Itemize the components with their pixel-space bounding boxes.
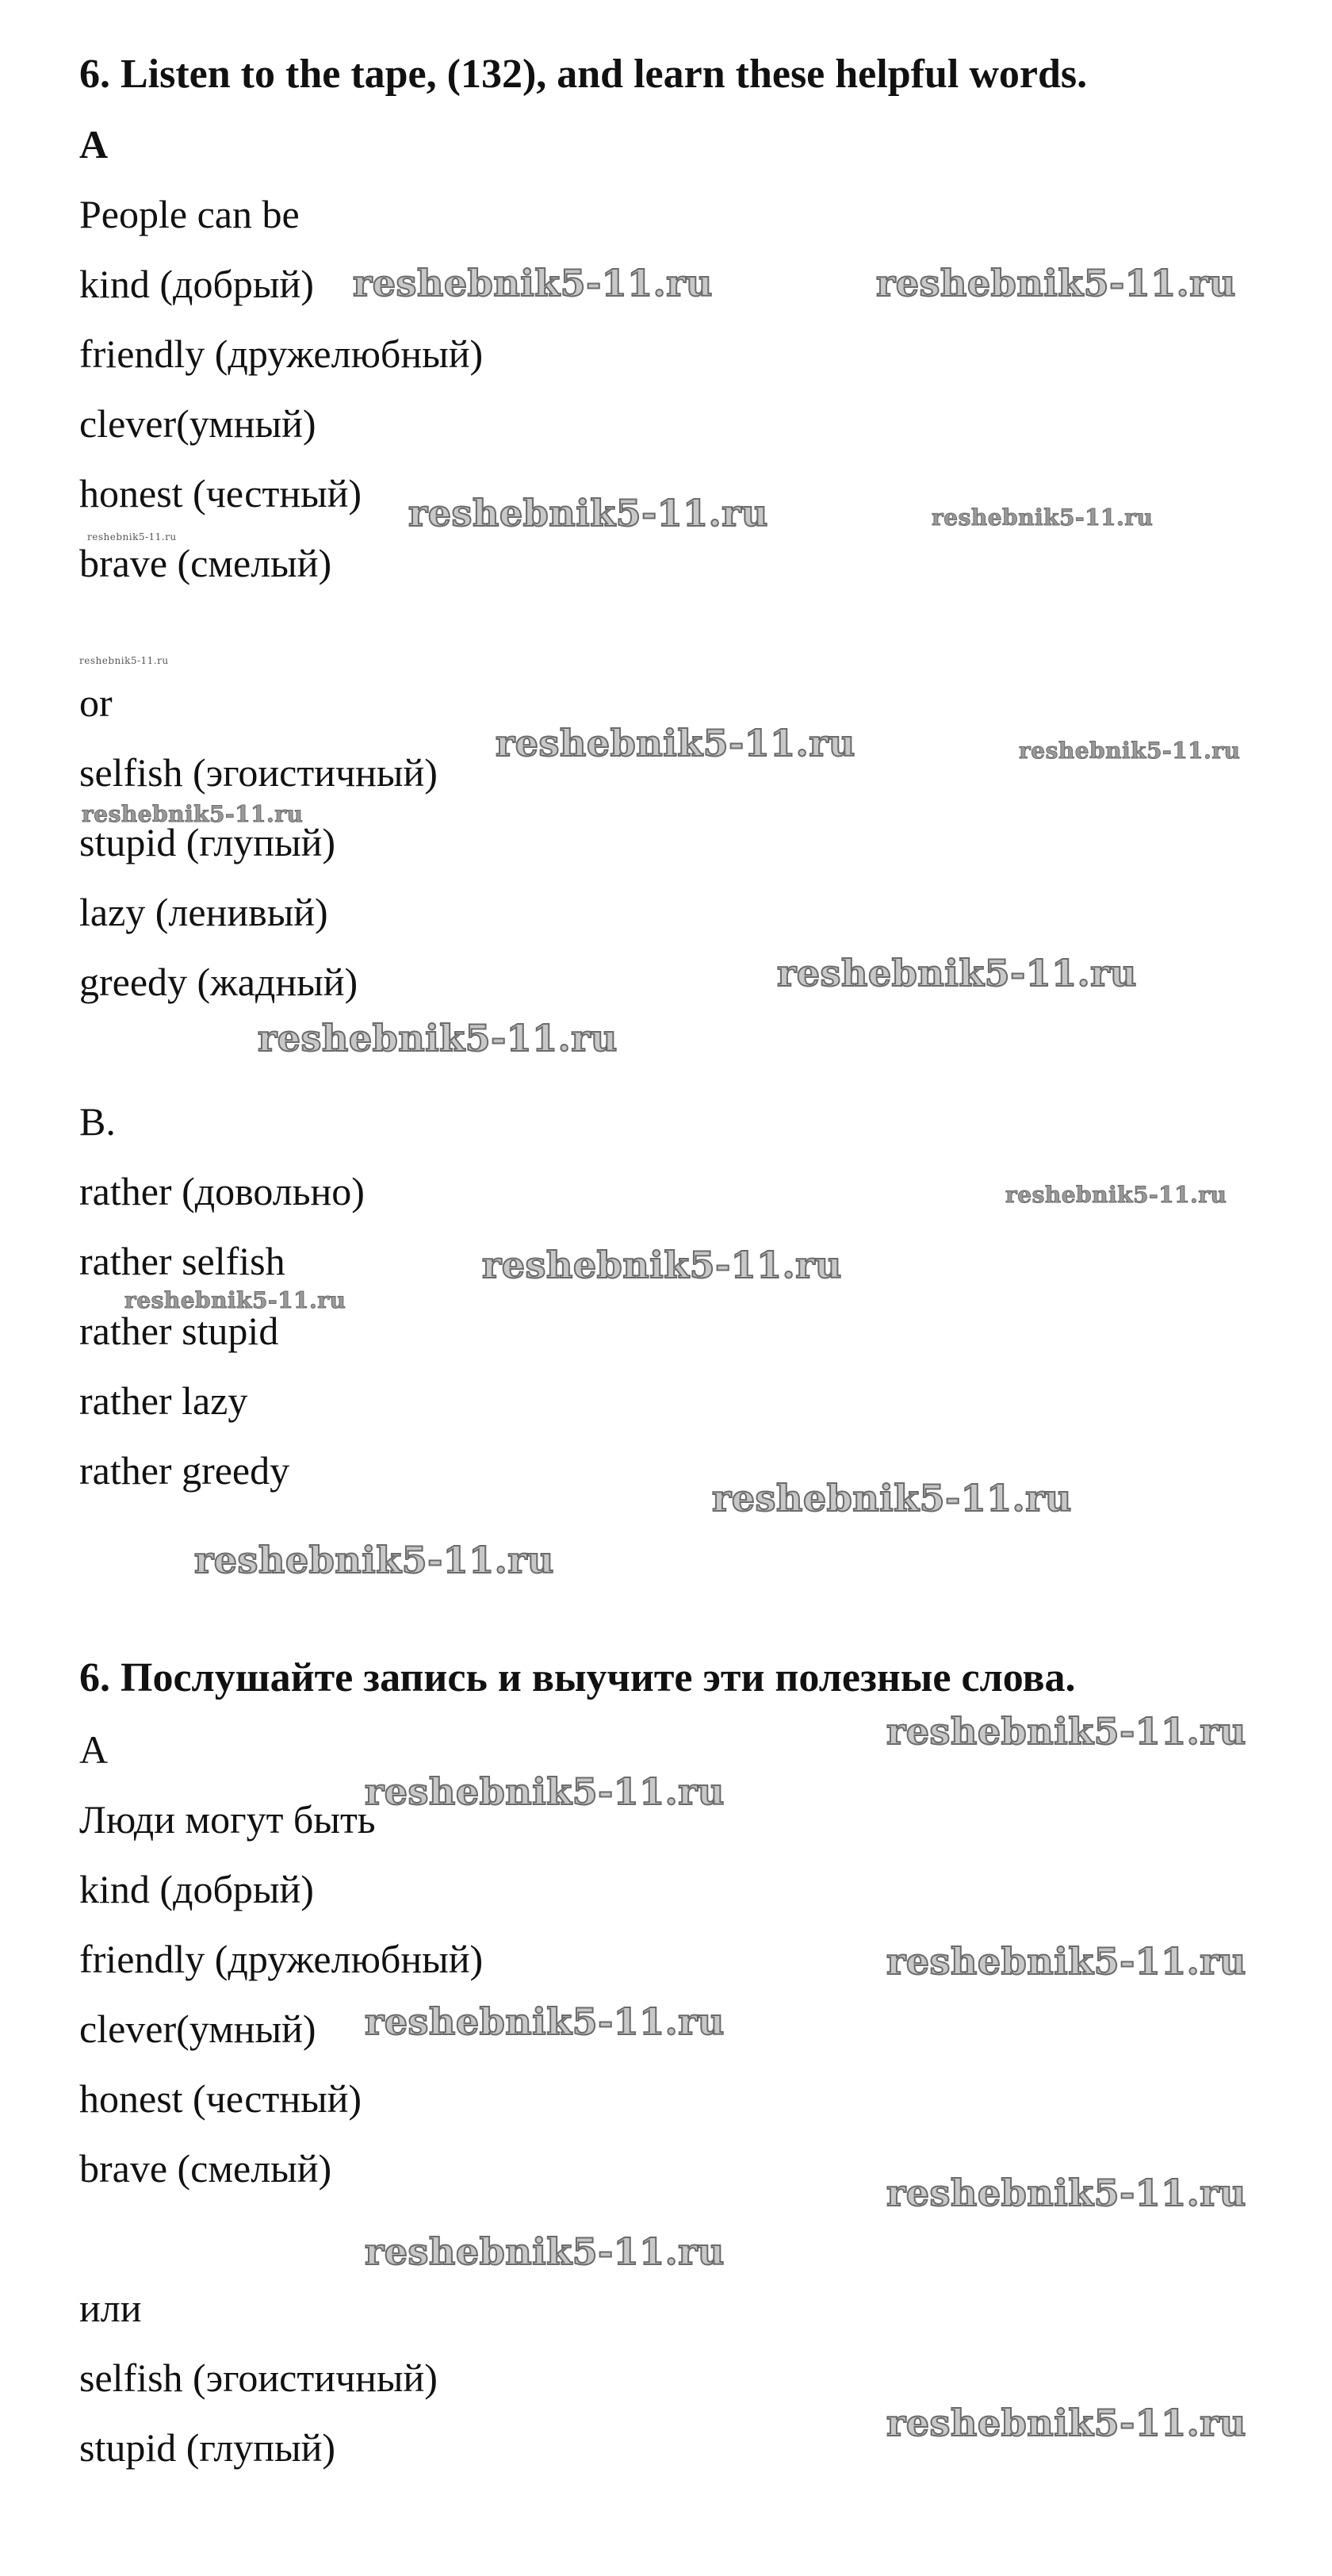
watermark: reshebnik5-11.ru [408,492,768,535]
watermark: reshebnik5-11.ru [194,1539,554,1581]
word-honest-en: honest (честный) [79,471,362,516]
watermark: reshebnik5-11.ru [79,655,169,666]
watermark: reshebnik5-11.ru [124,1287,346,1313]
or-label-en: or [79,680,113,725]
or-label-ru: или [79,2286,142,2330]
watermark: reshebnik5-11.ru [258,1017,618,1060]
watermark: reshebnik5-11.ru [82,801,304,827]
watermark: reshebnik5-11.ru [886,1940,1246,1983]
exercise-title-en: 6. Listen to the tape, (132), and learn these helpful words. [79,52,1088,97]
word-brave-en: brave (смелый) [79,541,332,585]
section-b-label: B. [79,1099,116,1144]
section-a-label-en: A [79,122,109,167]
word-kind-en: kind (добрый) [79,262,314,306]
word-stupid-ru: stupid (глупый) [79,2425,336,2470]
exercise-title-ru: 6. Послушайте запись и выучите эти полезные слова. [79,1655,1076,1700]
rather-stupid: rather stupid [79,1309,279,1353]
watermark: reshebnik5-11.ru [482,1244,842,1286]
rather-word: rather (довольно) [79,1169,365,1213]
word-friendly-en: friendly (дружелюбный) [79,332,484,376]
watermark: reshebnik5-11.ru [365,1770,725,1813]
word-friendly-ru: friendly (дружелюбный) [79,1937,484,1981]
rather-lazy: rather lazy [79,1378,248,1423]
watermark: reshebnik5-11.ru [712,1477,1072,1520]
word-brave-ru: brave (смелый) [79,2146,332,2191]
watermark: reshebnik5-11.ru [1005,1182,1227,1208]
word-lazy-en: lazy (ленивый) [79,890,328,934]
word-selfish-ru: selfish (эгоистичный) [79,2356,438,2400]
word-stupid-en: stupid (глупый) [79,820,336,864]
watermark: reshebnik5-11.ru [886,2402,1246,2444]
watermark: reshebnik5-11.ru [496,722,855,765]
word-kind-ru: kind (добрый) [79,1867,314,1911]
rather-selfish: rather selfish [79,1239,285,1283]
word-clever-ru: clever(умный) [79,2007,316,2051]
watermark: reshebnik5-11.ru [365,2000,725,2043]
watermark: reshebnik5-11.ru [365,2230,725,2273]
watermark: reshebnik5-11.ru [1019,738,1241,764]
watermark: reshebnik5-11.ru [876,262,1236,305]
watermark: reshebnik5-11.ru [777,952,1137,995]
word-clever-en: clever(умный) [79,401,316,446]
watermark: reshebnik5-11.ru [886,2172,1246,2214]
word-selfish-en: selfish (эгоистичный) [79,750,438,795]
section-a-label-ru: A [79,1727,109,1772]
watermark: reshebnik5-11.ru [353,262,713,305]
watermark: reshebnik5-11.ru [87,531,177,542]
intro-line-ru: Люди могут быть [79,1797,376,1842]
word-honest-ru: honest (честный) [79,2076,362,2121]
watermark: reshebnik5-11.ru [932,504,1154,531]
word-greedy-en: greedy (жадный) [79,960,358,1004]
watermark: reshebnik5-11.ru [886,1710,1246,1753]
intro-line-en: People can be [79,192,300,236]
rather-greedy: rather greedy [79,1448,290,1493]
